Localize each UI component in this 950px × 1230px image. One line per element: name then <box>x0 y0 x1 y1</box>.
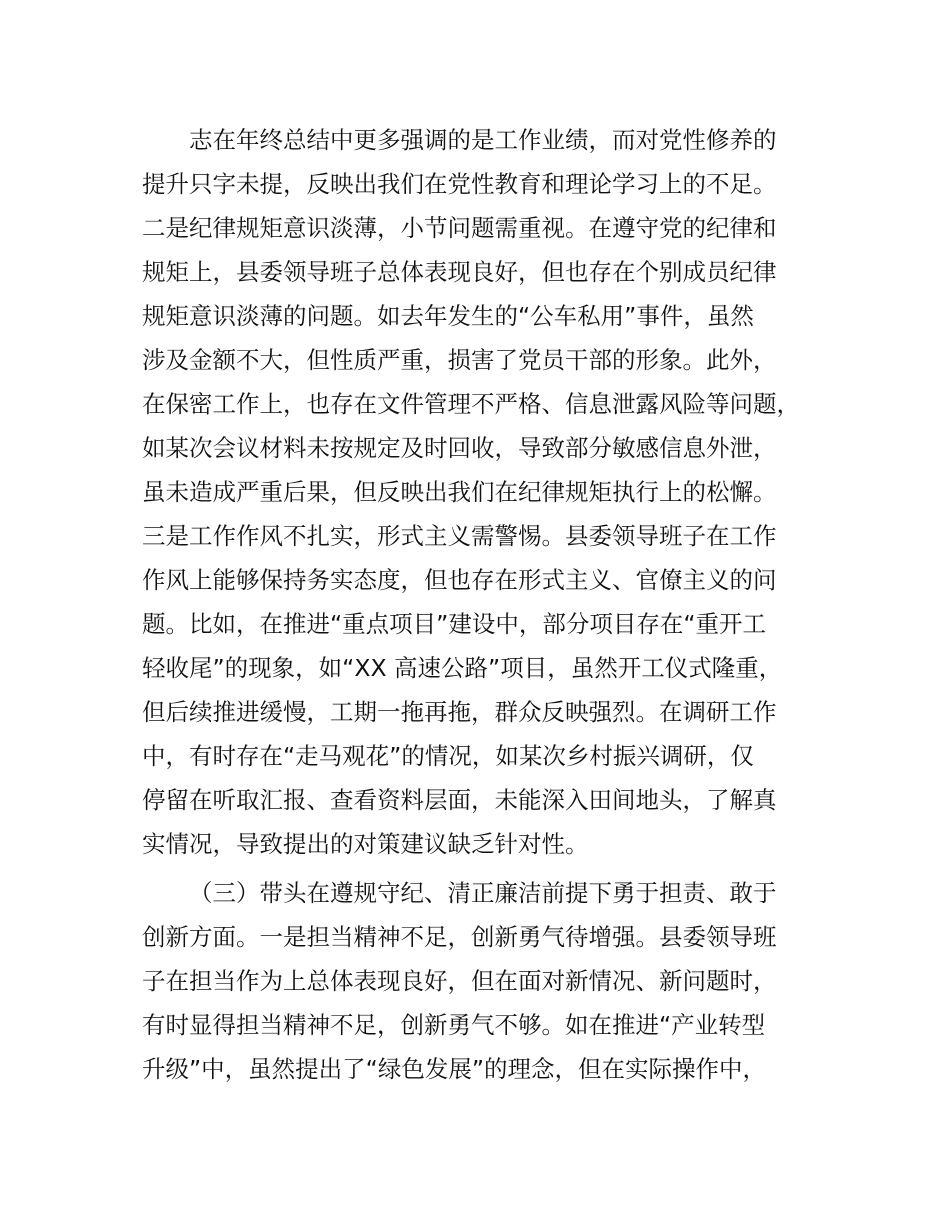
text-line: 中，有时存在“走马观花”的情况，如某次乡村振兴调研，仅 <box>142 742 754 770</box>
text-line: 虽未造成严重后果，但反映出我们在纪律规矩执行上的松懈。 <box>142 478 777 506</box>
text-line: 二是纪律规矩意识淡薄，小节问题需重视。在遵守党的纪律和 <box>142 214 777 242</box>
text-line: 有时显得担当精神不足，创新勇气不够。如在推进“产业转型 <box>142 1011 766 1039</box>
text-line: 轻收尾”的现象，如“XX 高速公路”项目，虽然开工仪式隆重， <box>142 654 783 682</box>
text-line: 在保密工作上，也存在文件管理不严格、信息泄露风险等问题， <box>142 390 800 418</box>
text-line: 题。比如，在推进“重点项目”建设中，部分项目存在“重开工 <box>142 610 767 638</box>
document-body <box>142 118 842 1091</box>
text-line: 提升只字未提，反映出我们在党性教育和理论学习上的不足。 <box>142 170 777 198</box>
text-line: 但后续推进缓慢，工期一拖再拖，群众反映强烈。在调研工作 <box>142 698 777 726</box>
text-line: 三是工作作风不扎实，形式主义需警惕。县委领导班子在工作 <box>142 522 777 550</box>
text-line: 作风上能够保持务实态度，但也存在形式主义、官僚主义的问 <box>142 566 777 594</box>
text-line: 志在年终总结中更多强调的是工作业绩，而对党性修养的 <box>189 126 777 154</box>
text-line: 创新方面。一是担当精神不足，创新勇气待增强。县委领导班 <box>142 923 777 951</box>
text-line: 停留在听取汇报、查看资料层面，未能深入田间地头，了解真 <box>142 786 777 814</box>
section-heading-line: （三）带头在遵规守纪、清正廉洁前提下勇于担责、敢于 <box>189 879 777 907</box>
text-line: 规矩上，县委领导班子总体表现良好，但也存在个别成员纪律 <box>142 258 777 286</box>
text-line: 升级”中，虽然提出了“绿色发展”的理念，但在实际操作中， <box>142 1055 767 1083</box>
text-line: 涉及金额不大，但性质严重，损害了党员干部的形象。此外， <box>142 346 777 374</box>
text-line: 如某次会议材料未按规定及时回收，导致部分敏感信息外泄， <box>142 434 777 462</box>
text-line: 子在担当作为上总体表现良好，但在面对新情况、新问题时， <box>142 967 777 995</box>
text-line: 规矩意识淡薄的问题。如去年发生的“公车私用”事件，虽然 <box>142 302 754 330</box>
text-line: 实情况，导致提出的对策建议缺乏针对性。 <box>142 830 589 858</box>
